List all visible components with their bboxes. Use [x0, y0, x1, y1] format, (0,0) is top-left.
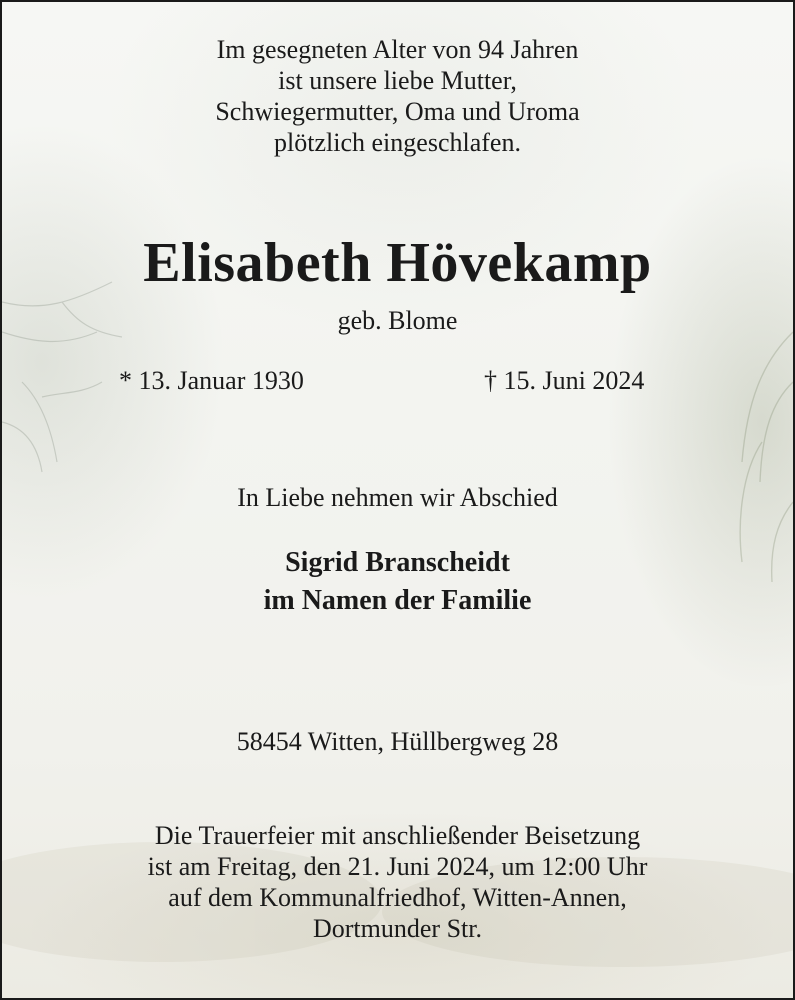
mourners	[2, 544, 793, 620]
intro-line: Schwiegermutter, Oma und Uroma	[215, 97, 580, 126]
mourner-name: Sigrid Branscheidt	[285, 547, 510, 578]
birth-date: * 13. Januar 1930	[119, 366, 304, 395]
intro-text	[2, 34, 793, 158]
intro-line: plötzlich eingeschlafen.	[274, 128, 521, 157]
funeral-service-info	[2, 820, 793, 944]
service-line: Dortmunder Str.	[313, 914, 482, 943]
intro-line: ist unsere liebe Mutter,	[278, 66, 517, 95]
service-line: auf dem Kommunalfriedhof, Witten-Annen,	[168, 883, 627, 912]
maiden-name: geb. Blome	[337, 306, 458, 335]
service-line: Die Trauerfeier mit anschließender Beisetzung	[154, 821, 641, 850]
mourner-line: im Namen der Familie	[263, 585, 532, 616]
service-line: ist am Freitag, den 21. Juni 2024, um 12:00 Uhr	[147, 852, 648, 881]
farewell-text: In Liebe nehmen wir Abschied	[237, 483, 558, 512]
intro-line: Im gesegneten Alter von 94 Jahren	[216, 35, 579, 64]
death-date: † 15. Juni 2024	[484, 366, 645, 395]
deceased-name: Elisabeth Hövekamp	[143, 232, 652, 294]
family-address: 58454 Witten, Hüllbergweg 28	[236, 727, 559, 756]
